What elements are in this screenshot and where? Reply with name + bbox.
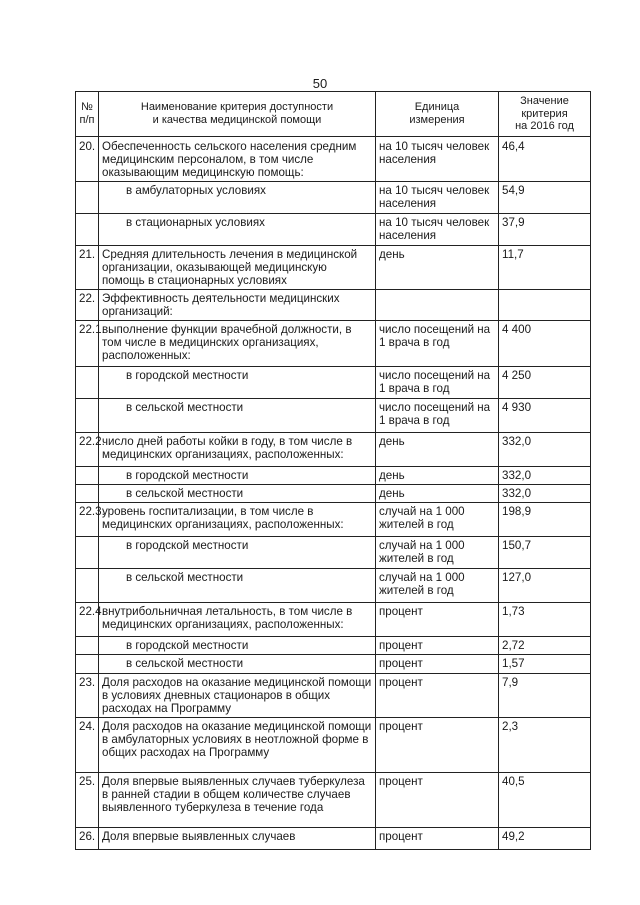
row-unit: случай на 1 000 жителей в год (376, 568, 499, 602)
row-num (76, 654, 99, 673)
header-name: Наименование критерия доступности и качества медицинской помощи (99, 92, 376, 137)
row-unit: процент (376, 654, 499, 673)
row-value: 7,9 (499, 673, 591, 717)
row-num (76, 484, 99, 502)
table-header-row (76, 92, 591, 137)
row-num (76, 536, 99, 568)
table-row (76, 484, 591, 502)
table-row (76, 717, 591, 772)
row-name: в амбулаторных условиях (99, 181, 376, 213)
row-unit: день (376, 466, 499, 484)
table-row (76, 502, 591, 536)
header-unit: Единица измерения (376, 92, 499, 137)
table-row (76, 772, 591, 827)
table-row (76, 536, 591, 568)
row-name: уровень госпитализации, в том числе в медицинских организациях, расположенных: (99, 502, 376, 536)
row-unit: процент (376, 602, 499, 636)
row-name: в стационарных условиях (99, 213, 376, 245)
row-unit: на 10 тысяч человек населения (376, 181, 499, 213)
table-body (76, 136, 591, 849)
row-num: 22.2. (76, 432, 99, 466)
row-name: Эффективность деятельности медицинских организаций: (99, 289, 376, 320)
table-row (76, 136, 591, 181)
row-num: 20. (76, 136, 99, 181)
row-value: 2,72 (499, 636, 591, 654)
table-row (76, 366, 591, 398)
row-num: 23. (76, 673, 99, 717)
row-value: 46,4 (499, 136, 591, 181)
table-row (76, 181, 591, 213)
row-value: 4 930 (499, 398, 591, 432)
row-num: 24. (76, 717, 99, 772)
row-num: 22. (76, 289, 99, 320)
table-row (76, 602, 591, 636)
page-number: 50 (312, 76, 328, 91)
row-num (76, 398, 99, 432)
row-num (76, 636, 99, 654)
table-row (76, 398, 591, 432)
row-name: внутрибольничная летальность, в том числе в медицинских организациях, расположенных: (99, 602, 376, 636)
row-unit: процент (376, 673, 499, 717)
row-unit: процент (376, 827, 499, 849)
row-value: 1,57 (499, 654, 591, 673)
row-name: Доля расходов на оказание медицинской помощи в условиях дневных стационаров в общих расходах на Программу (99, 673, 376, 717)
row-unit: число посещений на 1 врача в год (376, 398, 499, 432)
row-num: 25. (76, 772, 99, 827)
row-value: 40,5 (499, 772, 591, 827)
row-name: Доля впервые выявленных случаев (99, 827, 376, 849)
table-row (76, 289, 591, 320)
row-value: 332,0 (499, 432, 591, 466)
row-value: 2,3 (499, 717, 591, 772)
row-value: 198,9 (499, 502, 591, 536)
row-unit: день (376, 432, 499, 466)
row-num: 21. (76, 245, 99, 289)
row-name: Обеспеченность сельского населения средним медицинским персоналом, в том числе оказывающим медицинскую помощь: (99, 136, 376, 181)
criteria-table (75, 91, 591, 850)
row-value: 150,7 (499, 536, 591, 568)
row-unit: случай на 1 000 жителей в год (376, 502, 499, 536)
row-unit: случай на 1 000 жителей в год (376, 536, 499, 568)
row-name: Доля расходов на оказание медицинской помощи в амбулаторных условиях в неотложной форме в общих расходах на Программу (99, 717, 376, 772)
table-row (76, 568, 591, 602)
row-name: в городской местности (99, 366, 376, 398)
row-unit: процент (376, 717, 499, 772)
row-name: в городской местности (99, 636, 376, 654)
row-unit (376, 289, 499, 320)
table-row (76, 654, 591, 673)
table-row (76, 320, 591, 366)
row-unit: число посещений на 1 врача в год (376, 366, 499, 398)
row-unit: день (376, 484, 499, 502)
row-num (76, 466, 99, 484)
row-num: 22.1. (76, 320, 99, 366)
row-num: 22.3. (76, 502, 99, 536)
row-value: 54,9 (499, 181, 591, 213)
table-row (76, 432, 591, 466)
row-value (499, 289, 591, 320)
table-row (76, 213, 591, 245)
row-value: 11,7 (499, 245, 591, 289)
row-value: 49,2 (499, 827, 591, 849)
header-value: Значение критерия на 2016 год (499, 92, 591, 137)
table-row (76, 827, 591, 849)
row-unit: число посещений на 1 врача в год (376, 320, 499, 366)
table-row (76, 466, 591, 484)
row-num (76, 181, 99, 213)
row-value: 332,0 (499, 466, 591, 484)
table-row (76, 673, 591, 717)
row-name: число дней работы койки в году, в том числе в медицинских организациях, расположенных: (99, 432, 376, 466)
table-row (76, 245, 591, 289)
row-value: 1,73 (499, 602, 591, 636)
row-name: в сельской местности (99, 654, 376, 673)
row-name: Средняя длительность лечения в медицинской организации, оказывающей медицинскую помощь в стационарных условиях (99, 245, 376, 289)
row-unit: на 10 тысяч человек населения (376, 136, 499, 181)
row-value: 37,9 (499, 213, 591, 245)
row-name: в сельской местности (99, 484, 376, 502)
row-unit: процент (376, 772, 499, 827)
row-num: 26. (76, 827, 99, 849)
header-num: № п/п (76, 92, 99, 137)
row-value: 4 250 (499, 366, 591, 398)
row-name: в сельской местности (99, 568, 376, 602)
row-name: выполнение функции врачебной должности, в том числе в медицинских организациях, расположенных: (99, 320, 376, 366)
row-name: в городской местности (99, 536, 376, 568)
row-value: 332,0 (499, 484, 591, 502)
row-num (76, 366, 99, 398)
row-num: 22.4. (76, 602, 99, 636)
row-num (76, 568, 99, 602)
row-value: 4 400 (499, 320, 591, 366)
row-unit: день (376, 245, 499, 289)
row-name: в сельской местности (99, 398, 376, 432)
table-row (76, 636, 591, 654)
row-name: Доля впервые выявленных случаев туберкулеза в ранней стадии в общем количестве случаев выявленного туберкулеза в течение года (99, 772, 376, 827)
row-value: 127,0 (499, 568, 591, 602)
row-num (76, 213, 99, 245)
row-unit: на 10 тысяч человек населения (376, 213, 499, 245)
row-unit: процент (376, 636, 499, 654)
row-name: в городской местности (99, 466, 376, 484)
